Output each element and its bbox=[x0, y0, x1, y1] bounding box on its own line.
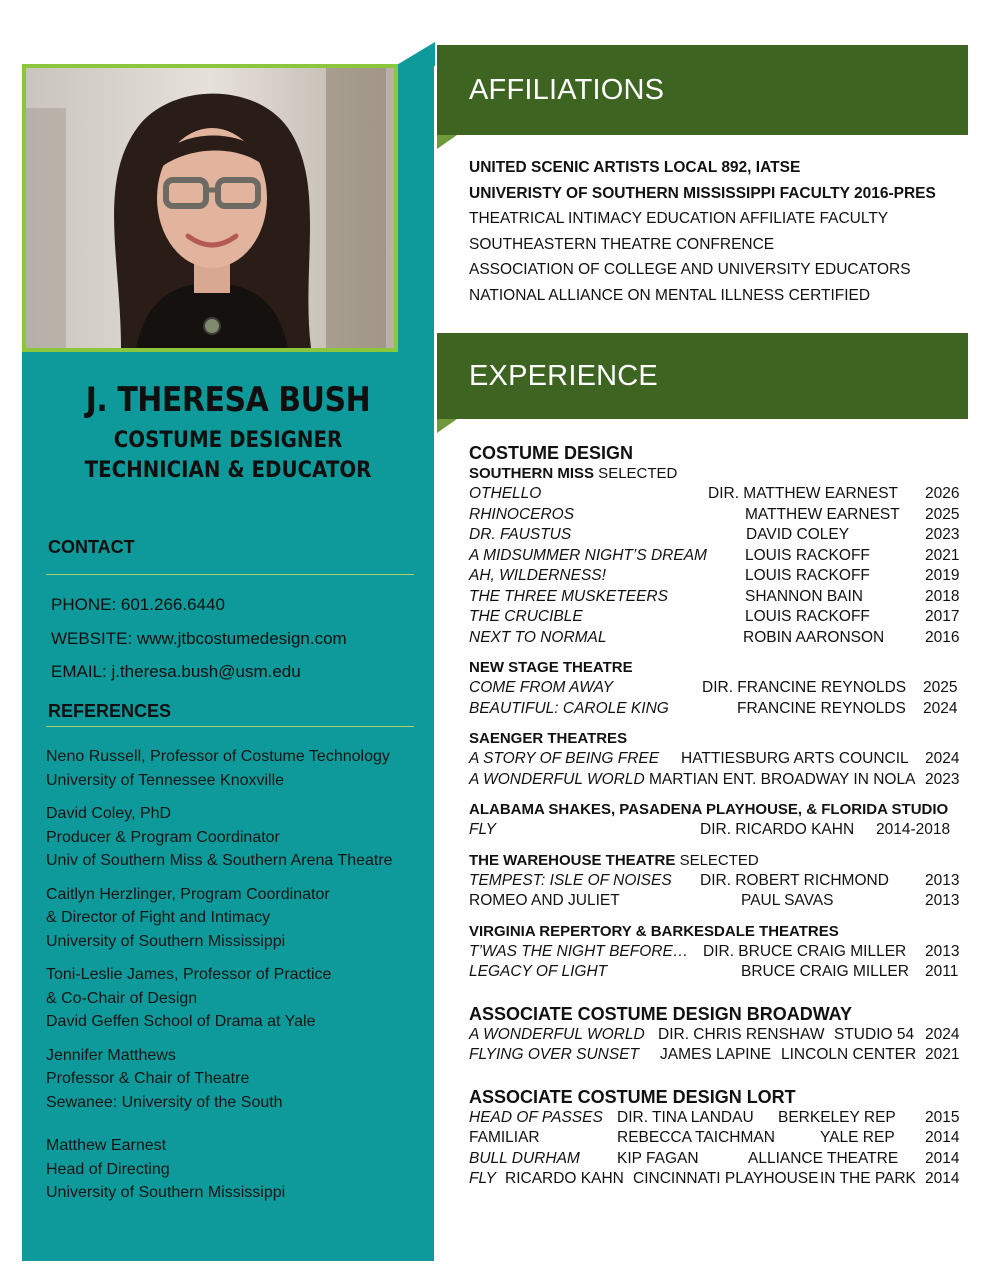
credit-row: DR. FAUSTUS DAVID COLEY 2023 bbox=[469, 526, 960, 543]
reference-line: David Coley, PhD bbox=[46, 805, 172, 822]
reference-line: Jennifer Matthews bbox=[46, 1046, 176, 1064]
reference-line: Sewanee: University of the South bbox=[46, 1093, 283, 1111]
contact-website[interactable]: WEBSITE: www.jtbcostumedesign.com bbox=[51, 629, 347, 648]
experience-banner-tail bbox=[437, 419, 457, 433]
credit-row: THE CRUCIBLE LOUIS RACKOFF 2017 bbox=[469, 608, 960, 625]
reference-line: & Co-Chair of Design bbox=[46, 989, 198, 1007]
credit-row: FLYING OVER SUNSET JAMES LAPINE LINCOLN CENTER 2021 bbox=[469, 1046, 960, 1063]
reference-item bbox=[46, 963, 426, 1034]
affiliation-item: UNITED SCENIC ARTISTS LOCAL 892, IATSE bbox=[469, 159, 801, 176]
reference-line: Matthew Earnest bbox=[46, 1137, 167, 1154]
contact-email[interactable]: EMAIL: j.theresa.bush@usm.edu bbox=[51, 662, 301, 681]
references-list bbox=[46, 745, 426, 1215]
reference-line: Univ of Southern Miss & Southern Arena Theatre bbox=[46, 852, 393, 869]
reference-item bbox=[46, 1044, 426, 1115]
reference-item bbox=[46, 802, 426, 873]
affiliations-heading: AFFILIATIONS bbox=[469, 74, 665, 106]
credit-row: FAMILIAR REBECCA TAICHMAN YALE REP 2014 bbox=[469, 1129, 960, 1146]
group-heading-warehouse: THE WAREHOUSE THEATRE SELECTED bbox=[469, 851, 759, 869]
portrait-illustration bbox=[26, 68, 394, 348]
credit-row: LEGACY OF LIGHT BRUCE CRAIG MILLER 2011 bbox=[469, 963, 959, 980]
affiliation-item: UNIVERISTY OF SOUTHERN MISSISSIPPI FACULTY 2016-PRES bbox=[469, 184, 936, 202]
lort-heading: ASSOCIATE COSTUME DESIGN LORT bbox=[469, 1086, 796, 1107]
reference-line: Head of Directing bbox=[46, 1160, 170, 1178]
affiliation-item: NATIONAL ALLIANCE ON MENTAL ILLNESS CERTIFIED bbox=[469, 286, 871, 304]
group-heading-virginia: VIRGINIA REPERTORY & BARKESDALE THEATRES bbox=[469, 922, 839, 940]
references-heading: REFERENCES bbox=[48, 701, 172, 721]
credit-row: FLY RICARDO KAHN CINCINNATI PLAYHOUSE IN THE PARK 2014 bbox=[469, 1170, 960, 1187]
credit-row: A WONDERFUL WORLD MARTIAN ENT. BROADWAY IN NOLA 2023 bbox=[469, 770, 960, 788]
experience-list bbox=[469, 442, 969, 1190]
credit-row: NEXT TO NORMAL ROBIN AARONSON 2016 bbox=[469, 628, 960, 646]
credit-row: TEMPEST: ISLE OF NOISES DIR. ROBERT RICHMOND 2013 bbox=[469, 871, 960, 889]
credit-row: FLY DIR. RICARDO KAHN 2014-2018 bbox=[469, 821, 951, 838]
contact-phone: PHONE: 601.266.6440 bbox=[51, 595, 225, 614]
credit-row: AH, WILDERNESS! LOUIS RACKOFF 2019 bbox=[469, 567, 960, 584]
reference-line: & Director of Fight and Intimacy bbox=[46, 909, 271, 926]
broadway-heading: ASSOCIATE COSTUME DESIGN BROADWAY bbox=[469, 1003, 853, 1024]
reference-item bbox=[46, 883, 426, 954]
affiliation-item: THEATRICAL INTIMACY EDUCATION AFFILIATE FACULTY bbox=[469, 210, 889, 227]
reference-item bbox=[46, 1134, 426, 1205]
reference-item bbox=[46, 745, 426, 792]
reference-line: Professor & Chair of Theatre bbox=[46, 1070, 250, 1087]
profile-photo bbox=[22, 64, 398, 352]
credit-row: T’WAS THE NIGHT BEFORE… DIR. BRUCE CRAIG MILLER 2013 bbox=[469, 942, 960, 960]
job-title-line-1: COSTUME DESIGNER bbox=[113, 428, 343, 453]
affiliations-banner-tail bbox=[437, 135, 457, 149]
credit-row: A MIDSUMMER NIGHT’S DREAM LOUIS RACKOFF 2021 bbox=[469, 546, 960, 564]
reference-line: David Geffen School of Drama at Yale bbox=[46, 1013, 316, 1030]
experience-heading: EXPERIENCE bbox=[469, 360, 658, 392]
reference-line: Neno Russell, Professor of Costume Technology bbox=[46, 748, 390, 765]
credit-row: HEAD OF PASSES DIR. TINA LANDAU BERKELEY REP 2015 bbox=[469, 1108, 960, 1126]
sidebar-corner-accent bbox=[395, 42, 435, 66]
credit-row: BEAUTIFUL: CAROLE KING FRANCINE REYNOLDS 2024 bbox=[469, 699, 958, 717]
affiliation-item: SOUTHEASTERN THEATRE CONFRENCE bbox=[469, 235, 775, 253]
credit-row: ROMEO AND JULIET PAUL SAVAS 2013 bbox=[469, 892, 960, 909]
group-heading-new-stage: NEW STAGE THEATRE bbox=[469, 659, 633, 676]
contact-heading: CONTACT bbox=[48, 537, 135, 557]
reference-line: Producer & Program Coordinator bbox=[46, 828, 280, 846]
costume-design-heading: COSTUME DESIGN bbox=[469, 443, 634, 463]
reference-line: University of Tennessee Knoxville bbox=[46, 771, 285, 789]
credit-row: A WONDERFUL WORLD DIR. CHRIS RENSHAW STUDIO 54 2024 bbox=[469, 1025, 960, 1043]
affiliations-list bbox=[469, 155, 936, 308]
group-heading-southern-miss: SOUTHERN MISS SELECTED bbox=[469, 465, 678, 482]
credit-row: A STORY OF BEING FREE HATTIESBURG ARTS COUNCIL 2024 bbox=[469, 750, 960, 767]
credit-row: BULL DURHAM KIP FAGAN ALLIANCE THEATRE 2014 bbox=[469, 1149, 960, 1167]
credit-row: COME FROM AWAY DIR. FRANCINE REYNOLDS 2025 bbox=[469, 679, 958, 696]
person-name: J. THERESA BUSH bbox=[85, 380, 371, 420]
affiliation-item: ASSOCIATION OF COLLEGE AND UNIVERSITY EDUCATORS bbox=[469, 261, 911, 278]
credit-row: OTHELLO DIR. MATTHEW EARNEST 2026 bbox=[469, 485, 960, 502]
group-heading-saenger: SAENGER THEATRES bbox=[469, 730, 628, 747]
affiliations-banner bbox=[437, 45, 968, 135]
credit-row: RHINOCEROS MATTHEW EARNEST 2025 bbox=[469, 505, 960, 523]
job-title-line-2: TECHNICIAN & EDUCATOR bbox=[84, 458, 372, 483]
reference-line: University of Southern Mississippi bbox=[46, 1184, 286, 1201]
contact-divider bbox=[46, 574, 414, 575]
group-heading-alabama: ALABAMA SHAKES, PASADENA PLAYHOUSE, & FLORIDA STUDIO bbox=[469, 801, 949, 818]
reference-line: University of Southern Mississippi bbox=[46, 932, 286, 950]
references-divider bbox=[46, 726, 414, 727]
experience-banner bbox=[437, 333, 968, 419]
credit-row: THE THREE MUSKETEERS SHANNON BAIN 2018 bbox=[469, 587, 960, 605]
reference-line: Caitlyn Herzlinger, Program Coordinator bbox=[46, 885, 330, 903]
reference-line: Toni-Leslie James, Professor of Practice bbox=[46, 966, 332, 983]
